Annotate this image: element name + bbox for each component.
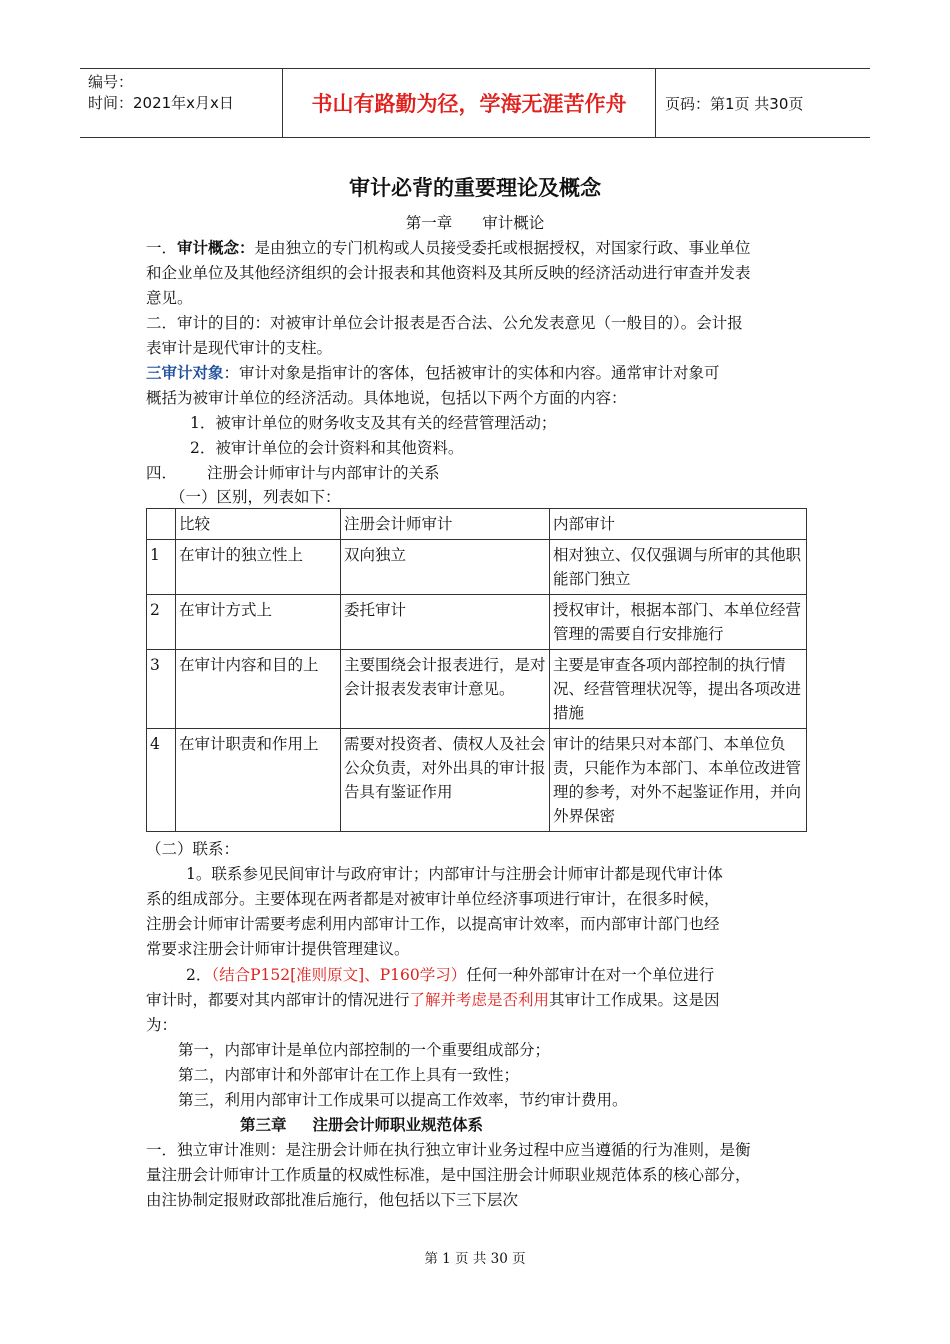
table-cell: 2 xyxy=(147,595,176,650)
table-cell: 审计的结果只对本部门、本单位负责，只能作为本部门、本单位改进管理的参考，对外不起鉴证作用，并向外界保密 xyxy=(550,729,807,832)
section-2-line-2: 表审计是现代审计的支柱。 xyxy=(146,339,333,357)
comparison-table xyxy=(146,508,807,832)
table-cell: 需要对投资者、债权人及社会公众负责，对外出具的审计报告具有鉴证作用 xyxy=(341,729,550,832)
table-cell: 4 xyxy=(147,729,176,832)
section-4-heading: 四． 注册会计师审计与内部审计的关系 xyxy=(146,464,440,482)
table-header-cell: 注册会计师审计 xyxy=(341,509,550,540)
header-page-info: 页码：第1页 共30页 xyxy=(665,94,804,113)
section-2-line-1: 二．审计的目的：对被审计单位会计报表是否合法、公允发表意见（一般目的）。会计报 xyxy=(146,314,743,332)
table-cell: 主要围绕会计报表进行，是对会计报表发表审计意见。 xyxy=(341,650,550,729)
table-cell: 委托审计 xyxy=(341,595,550,650)
table-row xyxy=(147,650,807,729)
section-5-line-2: 量注册会计师审计工作质量的权威性标准，是中国注册会计师职业规范体系的核心部分， xyxy=(146,1166,751,1184)
header-motto: 书山有路勤为径，学海无涯苦作舟 xyxy=(282,69,656,137)
term-audit-object: 三审计对象 xyxy=(146,364,224,382)
table-cell: 主要是审查各项内部控制的执行情况、经营管理状况等，提出各项改进措施 xyxy=(550,650,807,729)
table-cell: 在审计职责和作用上 xyxy=(176,729,341,832)
link-para-1-line-1: 1。联系参见民间审计与政府审计；内部审计与注册会计师审计都是现代审计体 xyxy=(186,865,723,883)
time-label: 时间：2021年x月x日 xyxy=(88,94,234,112)
red-reference: （结合P152[准则原文]、P160学习） xyxy=(211,966,467,984)
section-1-line-3: 意见。 xyxy=(146,289,193,307)
document-title: 审计必背的重要理论及概念 xyxy=(349,176,601,200)
sub-2-title: （二）联系： xyxy=(146,840,240,858)
table-header-row xyxy=(147,509,807,540)
chapter-number: 第一章 xyxy=(405,214,453,232)
term-audit-concept: 审计概念： xyxy=(177,239,255,257)
header-table xyxy=(80,68,870,138)
table-header-cell: 内部审计 xyxy=(550,509,807,540)
table-cell: 双向独立 xyxy=(341,540,550,595)
table-row xyxy=(147,595,807,650)
reason-3: 第三，利用内部审计工作成果可以提高工作效率，节约审计费用。 xyxy=(178,1091,628,1109)
chapter-1-heading xyxy=(0,211,950,233)
link-para-1-line-3: 注册会计师审计需要考虑利用内部审计工作，以提高审计效率，而内部审计部门也经 xyxy=(146,915,720,933)
section-3-line-2: 概括为被审计单位的经济活动。具体地说，包括以下两个方面的内容： xyxy=(146,389,627,407)
link-para-2-line-2: 审计时，都要对其内部审计的情况进行了解并考虑是否利用其审计工作成果。这是因 xyxy=(146,991,720,1009)
link-para-2-line-3: 为： xyxy=(146,1016,178,1034)
section-3-line-1: 三审计对象：审计对象是指审计的客体，包括被审计的实体和内容。通常审计对象可 xyxy=(146,364,720,382)
link-para-2-line-1: 2．（结合P152[准则原文]、P160学习）任何一种外部审计在对一个单位进行 xyxy=(186,966,715,984)
section-5-line-3: 由注协制定报财政部批准后施行，他包括以下三下层次 xyxy=(146,1191,519,1209)
table-header-cell: 比较 xyxy=(176,509,341,540)
table-cell: 相对独立、仅仅强调与所审的其他职能部门独立 xyxy=(550,540,807,595)
link-para-1-line-2: 系的组成部分。主要体现在两者都是对被审计单位经济事项进行审计，在很多时候， xyxy=(146,890,720,908)
table-cell: 3 xyxy=(147,650,176,729)
section-1-line-2: 和企业单位及其他经济组织的会计报表和其他资料及其所反映的经济活动进行审查并发表 xyxy=(146,264,751,282)
chapter-name: 审计概论 xyxy=(482,214,545,232)
table-row xyxy=(147,729,807,832)
table-cell: 授权审计，根据本部门、本单位经营管理的需要自行安排施行 xyxy=(550,595,807,650)
table-row xyxy=(147,540,807,595)
table-cell: 在审计方式上 xyxy=(176,595,341,650)
number-label: 编号： xyxy=(88,73,134,91)
table-cell: 1 xyxy=(147,540,176,595)
table-cell: 在审计内容和目的上 xyxy=(176,650,341,729)
reason-1: 第一，内部审计是单位内部控制的一个重要组成部分； xyxy=(178,1041,551,1059)
header-meta-cell xyxy=(80,69,282,137)
section-3-item-2: 2．被审计单位的会计资料和其他资料。 xyxy=(190,439,464,457)
link-para-1-line-4: 常要求注册会计师审计提供管理建议。 xyxy=(146,940,410,958)
reason-2: 第二，内部审计和外部审计在工作上具有一致性； xyxy=(178,1066,520,1084)
chapter-3-heading: 第三章 注册会计师职业规范体系 xyxy=(240,1116,484,1134)
table-header-cell xyxy=(147,509,176,540)
section-1-line-1: 一．审计概念：是由独立的专门机构或人员接受委托或根据授权，对国家行政、事业单位 xyxy=(146,239,751,257)
red-emphasis: 了解并考虑是否利用 xyxy=(409,991,550,1009)
page-footer: 第 1 页 共 30 页 xyxy=(424,1251,526,1267)
section-3-item-1: 1．被审计单位的财务收支及其有关的经营管理活动； xyxy=(190,414,557,432)
section-5-line-1: 一．独立审计准则：是注册会计师在执行独立审计业务过程中应当遵循的行为准则，是衡 xyxy=(146,1141,751,1159)
table-cell: 在审计的独立性上 xyxy=(176,540,341,595)
section-4-sub-1: （一）区别，列表如下： xyxy=(170,488,341,506)
